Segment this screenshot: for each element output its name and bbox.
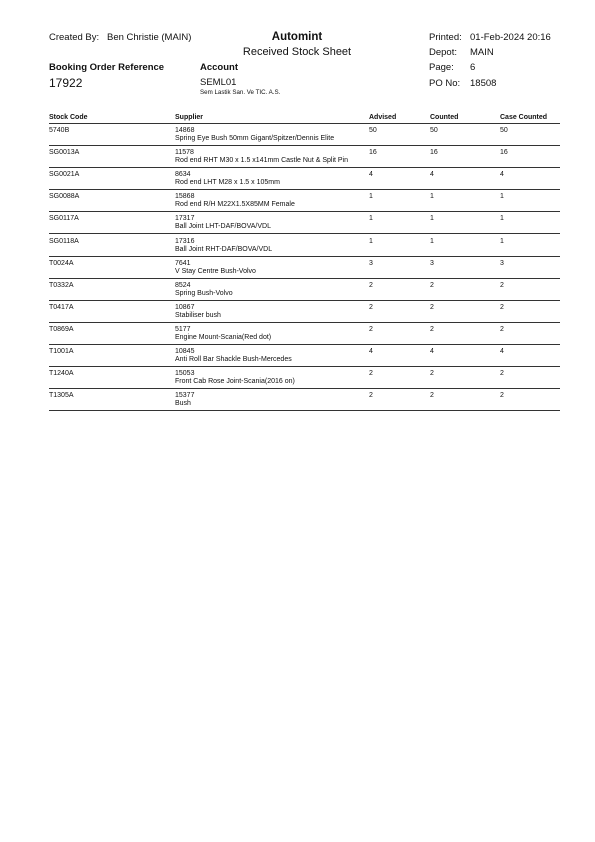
row-description: Spring Eye Bush 50mm Gigant/Spitzer/Dennis Elite: [175, 135, 335, 142]
row-stock-code: T1305A: [49, 392, 74, 400]
row-counted: 2: [430, 281, 434, 289]
row-description: V Stay Centre Bush-Volvo: [175, 267, 256, 275]
row-description: Ball Joint LHT-DAF/BOVA/VDL: [175, 223, 271, 231]
po-label: PO No:: [429, 78, 461, 89]
row-supplier: 15377: [175, 392, 195, 400]
row-stock-code: SG0117A: [49, 215, 79, 223]
row-advised: 1: [369, 215, 373, 223]
row-description: Rod end RHT M30 x 1.5 x141mm Castle Nut & Split Pin: [175, 157, 349, 165]
row-rule: [49, 366, 560, 367]
row-case-counted: 1: [500, 237, 504, 245]
row-case-counted: 2: [500, 325, 504, 333]
row-description: Stabiliser bush: [175, 311, 221, 319]
row-description: Bush: [175, 400, 191, 408]
row-supplier: 11578: [175, 149, 194, 157]
row-description: Rod end LHT M28 x 1.5 x 105mm: [175, 179, 280, 187]
row-case-counted: 1: [500, 215, 504, 223]
row-counted: 1: [430, 193, 434, 201]
booking-ref-label: Booking Order Reference: [49, 62, 165, 73]
row-case-counted: 1: [500, 193, 504, 201]
booking-ref-value: 17922: [49, 76, 83, 90]
row-supplier: 17316: [175, 237, 195, 245]
row-advised: 50: [369, 127, 377, 134]
row-description: Front Cab Rose Joint-Scania(2016 on): [175, 378, 295, 386]
row-rule: [49, 211, 560, 212]
row-counted: 16: [430, 149, 438, 157]
row-advised: 2: [369, 325, 373, 333]
row-counted: 2: [430, 303, 434, 311]
created-by-label: Created By:: [49, 32, 100, 43]
page-value: 6: [470, 62, 476, 73]
row-rule: [49, 256, 560, 257]
row-stock-code: T0332A: [49, 281, 74, 289]
row-supplier: 10845: [175, 348, 195, 355]
row-counted: 3: [430, 259, 434, 267]
row-supplier: 15868: [175, 193, 195, 201]
company-name: Automint: [271, 31, 323, 43]
row-case-counted: 4: [500, 348, 504, 355]
row-stock-code: T0024A: [49, 259, 74, 267]
row-advised: 2: [369, 303, 373, 311]
row-supplier: 15053: [175, 370, 195, 378]
row-supplier: 17317: [175, 215, 195, 223]
row-supplier: 14868: [175, 127, 195, 134]
row-case-counted: 4: [500, 171, 504, 179]
row-counted: 2: [430, 392, 434, 400]
row-rule: [49, 145, 560, 146]
row-rule: [49, 322, 560, 323]
account-label: Account: [200, 62, 238, 73]
row-description: Rod end R/H M22X1.5X85MM Female: [175, 201, 295, 209]
row-rule: [49, 189, 560, 190]
row-supplier: 8634: [175, 171, 191, 179]
row-stock-code: T0417A: [49, 303, 74, 311]
row-rule: [49, 410, 560, 411]
col-advised: Advised: [369, 114, 397, 121]
col-counted: Counted: [430, 114, 459, 121]
row-supplier: 10867: [175, 303, 195, 311]
row-description: Spring Bush-Volvo: [175, 289, 233, 297]
row-stock-code: SG0088A: [49, 193, 80, 201]
row-supplier: 5177: [175, 325, 191, 333]
row-rule: [49, 344, 560, 345]
col-supplier: Supplier: [175, 114, 204, 121]
row-counted: 4: [430, 171, 434, 179]
row-rule: [49, 233, 560, 234]
row-case-counted: 3: [500, 259, 504, 267]
row-case-counted: 2: [500, 281, 504, 289]
row-supplier: 8524: [175, 281, 191, 289]
row-advised: 2: [369, 392, 373, 400]
account-name: Sem Lastik San. Ve TIC. A.S.: [200, 89, 281, 96]
printed-value: 01-Feb-2024 20:16: [470, 32, 551, 43]
po-value: 18508: [470, 78, 497, 89]
row-counted: 2: [430, 370, 434, 378]
row-stock-code: T0869A: [49, 325, 74, 333]
row-rule: [49, 278, 560, 279]
col-case-counted: Case Counted: [500, 114, 548, 121]
row-advised: 1: [369, 237, 373, 245]
sheet-title: Received Stock Sheet: [242, 46, 352, 58]
row-counted: 1: [430, 215, 434, 223]
row-counted: 4: [430, 348, 434, 355]
row-description: Engine Mount-Scania(Red dot): [175, 333, 272, 341]
row-case-counted: 2: [500, 303, 504, 311]
row-advised: 4: [369, 348, 373, 355]
depot-label: Depot:: [429, 47, 457, 58]
col-stock-code: Stock Code: [49, 114, 88, 121]
row-rule: [49, 388, 560, 389]
row-case-counted: 2: [500, 370, 504, 378]
row-supplier: 7641: [175, 259, 191, 267]
row-stock-code: T1001A: [49, 348, 74, 355]
row-counted: 1: [430, 237, 434, 245]
header-rule: [49, 123, 560, 124]
row-case-counted: 50: [500, 127, 508, 134]
row-advised: 4: [369, 171, 373, 179]
row-advised: 2: [369, 370, 373, 378]
row-case-counted: 16: [500, 149, 508, 157]
account-value: SEML01: [200, 77, 237, 88]
row-rule: [49, 167, 560, 168]
row-case-counted: 2: [500, 392, 504, 400]
row-description: Anti Roll Bar Shackle Bush-Mercedes: [175, 356, 292, 363]
row-stock-code: 5740B: [49, 127, 70, 134]
row-stock-code: SG0013A: [49, 149, 80, 157]
page-label: Page:: [429, 62, 454, 73]
row-stock-code: SG0118A: [49, 237, 79, 245]
row-advised: 16: [369, 149, 377, 157]
row-stock-code: SG0021A: [49, 171, 80, 179]
row-rule: [49, 300, 560, 301]
printed-label: Printed:: [429, 32, 462, 43]
depot-value: MAIN: [470, 47, 494, 58]
row-counted: 50: [430, 127, 438, 134]
row-advised: 3: [369, 259, 373, 267]
row-advised: 1: [369, 193, 373, 201]
row-counted: 2: [430, 325, 434, 333]
row-stock-code: T1240A: [49, 370, 74, 378]
row-advised: 2: [369, 281, 373, 289]
row-description: Ball Joint RHT-DAF/BOVA/VDL: [175, 245, 273, 253]
created-by-value: Ben Christie (MAIN): [107, 32, 192, 43]
